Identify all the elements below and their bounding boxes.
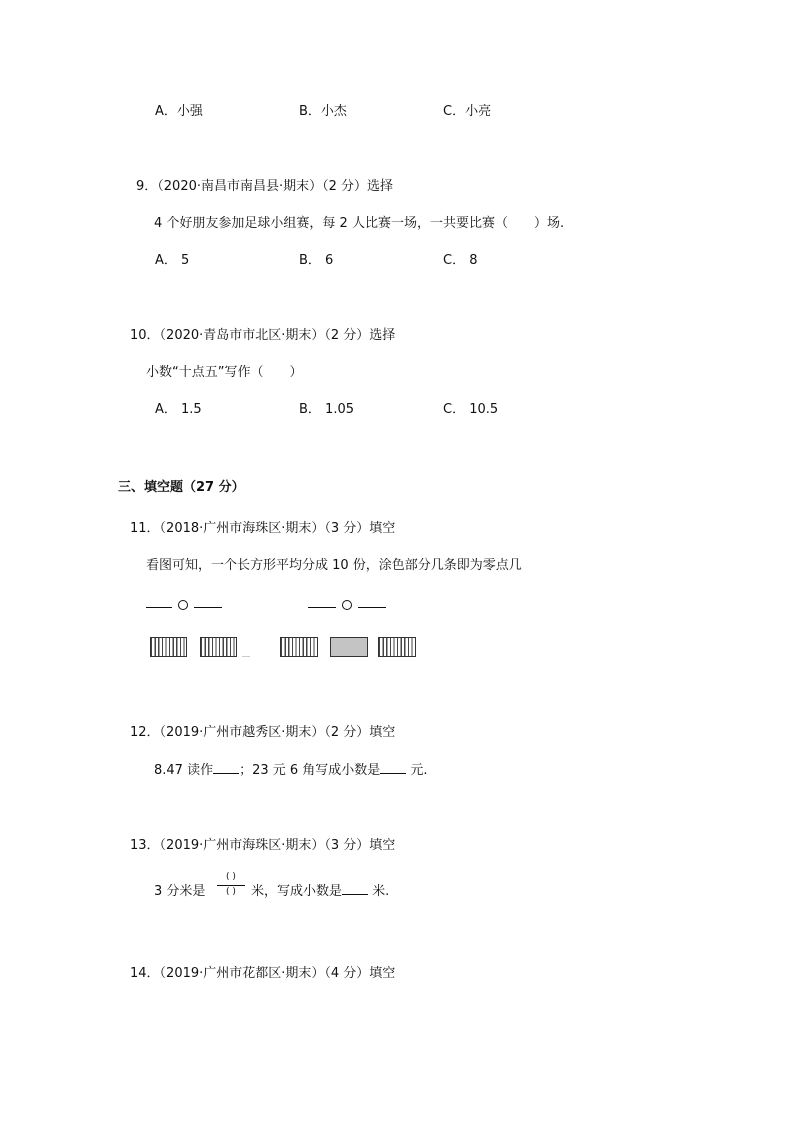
fraction-bar: [217, 885, 245, 886]
q13-stem-rest: [251, 880, 389, 899]
q12-text-1: 8.47 读作: [154, 763, 214, 778]
answer-blank[interactable]: [380, 759, 406, 774]
q10-header: 10．（2020·青岛市市北区·期末）（2 分）选择: [130, 328, 396, 343]
q9-header: 9．（2020·南昌市南昌县·期末）（2 分）选择: [136, 179, 394, 194]
q9-option-a: A． 5: [155, 253, 190, 268]
compare-circle[interactable]: [342, 600, 352, 610]
q10-option-a: A． 1.5: [155, 402, 202, 417]
answer-blank[interactable]: [213, 759, 239, 774]
answer-blank[interactable]: [308, 593, 336, 608]
faint-mark: [242, 652, 250, 657]
q12-text-2: ；23 元 6 角写成小数是: [239, 763, 381, 778]
q14-header: 14．（2019·广州市花都区·期末）（4 分）填空: [130, 966, 396, 981]
q12-text-3: 元.: [406, 763, 428, 778]
q13-text-2: 米，写成小数是: [251, 884, 343, 899]
striped-rectangle: [150, 637, 187, 657]
answer-blank[interactable]: [342, 880, 368, 895]
q10-option-c: C． 10.5: [443, 402, 499, 417]
q9-stem: 4 个好朋友参加足球小组赛，每 2 人比赛一场，一共要比赛（ ）场.: [154, 216, 565, 231]
q9-option-b: B． 6: [299, 253, 334, 268]
q9-option-c: C． 8: [443, 253, 478, 268]
q12-stem: [154, 759, 428, 778]
q8-option-c: C．小亮: [443, 104, 492, 119]
q11-answer-right: [308, 593, 386, 612]
q12-header: 12．（2019·广州市越秀区·期末）（2 分）填空: [130, 725, 396, 740]
q11-answer-left: [146, 593, 222, 612]
fraction-numerator[interactable]: ( ): [226, 872, 236, 882]
answer-blank[interactable]: [194, 593, 222, 608]
q8-option-b: B．小杰: [299, 104, 347, 119]
q13-text-1: 3 分米是: [154, 884, 206, 899]
compare-circle[interactable]: [178, 600, 188, 610]
section-title: 三、填空题（27 分）: [118, 480, 245, 495]
q13-header: 13．（2019·广州市海珠区·期末）（3 分）填空: [130, 838, 396, 853]
striped-rectangle: [200, 637, 237, 657]
q11-header: 11．（2018·广州市海珠区·期末）（3 分）填空: [130, 521, 396, 536]
striped-rectangle: [280, 637, 318, 657]
answer-blank[interactable]: [358, 593, 386, 608]
q11-stem: 看图可知，一个长方形平均分成 10 份，涂色部分几条即为零点几: [146, 558, 522, 573]
shaded-rectangle: [330, 637, 368, 657]
answer-blank[interactable]: [146, 593, 172, 608]
q8-option-a: A．小强: [155, 104, 203, 119]
striped-rectangle: [378, 637, 416, 657]
q10-stem: 小数“十点五”写作（ ）: [146, 365, 303, 380]
q10-option-b: B． 1.05: [299, 402, 354, 417]
fraction-denominator[interactable]: ( ): [226, 887, 236, 897]
q13-text-3: 米.: [368, 884, 390, 899]
